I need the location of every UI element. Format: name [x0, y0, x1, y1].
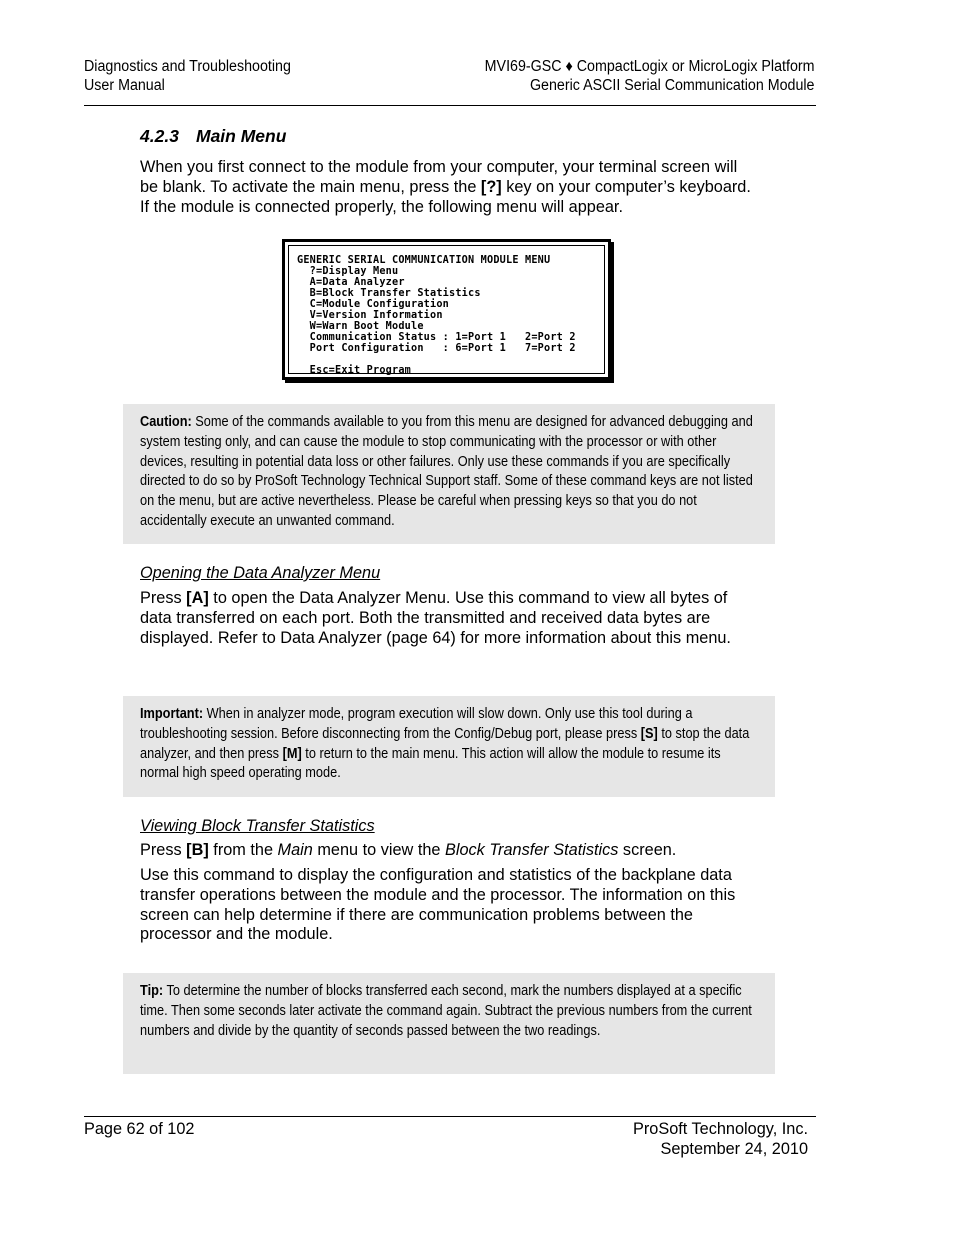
block-transfer-paragraph-1: Press [B] from the Main menu to view the Block Transfer Statistics screen. — [140, 841, 677, 859]
block-transfer-heading: Viewing Block Transfer Statistics — [140, 817, 375, 835]
section-number: 4.2.3 — [140, 126, 179, 146]
key-s: [S] — [640, 725, 658, 742]
important-label: Important: — [140, 706, 204, 722]
block-transfer-paragraph-2: Use this command to display the configuration and statistics of the backplane data transfer operations between the module and the processor. The information on this screen can help determine if there are communication problems between the processor and the module. — [140, 866, 736, 944]
footer-right — [633, 1120, 808, 1159]
terminal-line: B=Block Transfer Statistics — [297, 288, 481, 299]
intro-paragraph: When you first connect to the module from your computer, your terminal screen will be blank. To activate the main menu, press the [?] key on your computer’s keyboard. If the module is connected properly, the following menu will appear. — [140, 158, 751, 216]
terminal-frame — [288, 245, 605, 374]
terminal-line: Communication Status : 1=Port 1 2=Port 2 — [297, 332, 576, 343]
header-product: MVI69-GSC ♦ CompactLogix or MicroLogix Platform — [484, 58, 814, 75]
data-analyzer-heading: Opening the Data Analyzer Menu — [140, 564, 381, 582]
footer-page-number: Page 62 of 102 — [84, 1120, 195, 1138]
terminal-line: Esc=Exit Program — [297, 365, 412, 376]
header-doc-section: Diagnostics and Troubleshooting — [84, 58, 291, 75]
key-b: [B] — [186, 841, 209, 859]
terminal-line: W=Warn Boot Module — [297, 321, 424, 332]
terminal-line: GENERIC SERIAL COMMUNICATION MODULE MENU — [297, 255, 551, 266]
terminal-menu-screenshot — [282, 239, 611, 380]
tip-label: Tip: — [140, 983, 164, 999]
section-title — [140, 126, 286, 147]
terminal-text — [297, 255, 576, 376]
caution-text: Caution: Some of the commands available to you from this menu are designed for advanced debugging and system testing only, and can cause the module to stop communicating with the processor or with other devices, resulting in potential data loss or other failures. Only use these commands if you are specifically directed to do so by ProSoft Technology Technical Support staff. Some of these command keys are not listed on the menu, but are active nevertheless. Please be careful when pressing keys so that you do not accidentally execute an unwanted command. — [140, 414, 753, 529]
footer-date: September 24, 2010 — [660, 1139, 808, 1158]
tip-text: Tip: To determine the number of blocks transferred each second, mark the numbers displayed at a specific time. Then some seconds later activate the command again. Subtract the previous numbers from the current numbers and divide by the quantity of seconds passed between the two readings. — [140, 983, 752, 1039]
key-a: [A] — [186, 589, 209, 607]
caution-note — [123, 404, 775, 544]
header-module: Generic ASCII Serial Communication Module — [529, 77, 814, 94]
terminal-line: V=Version Information — [297, 310, 443, 321]
header-rule — [84, 105, 816, 106]
terminal-line: Port Configuration : 6=Port 1 7=Port 2 — [297, 343, 576, 354]
footer-rule — [84, 1116, 816, 1117]
tip-note — [123, 973, 775, 1074]
section-title-text: Main Menu — [196, 126, 287, 146]
terminal-line: ?=Display Menu — [297, 266, 399, 277]
important-text: Important: When in analyzer mode, program execution will slow down. Only use this tool during a troubleshooting session. Before disconnecting from the Config/Debug port, please press [S] to stop the data analyzer, and then press [M] to return to the main menu. This action will allow the module to resume its normal high speed operating mode. — [140, 706, 750, 782]
key-question: [?] — [480, 177, 502, 196]
key-m: [M] — [282, 745, 302, 762]
terminal-line: A=Data Analyzer — [297, 277, 405, 288]
header-right — [484, 57, 814, 95]
caution-label: Caution: — [140, 414, 192, 430]
footer-company: ProSoft Technology, Inc. — [633, 1120, 808, 1138]
important-note — [123, 696, 775, 797]
header-doc-type: User Manual — [84, 77, 165, 94]
header-left — [84, 57, 291, 95]
terminal-line: C=Module Configuration — [297, 299, 450, 310]
data-analyzer-paragraph: Press [A] to open the Data Analyzer Menu. Use this command to view all bytes of data transferred on each port. Both the transmitted and received data bytes are displayed. Refer to Data Analyzer (page 64) for more information about this menu. — [140, 589, 731, 647]
